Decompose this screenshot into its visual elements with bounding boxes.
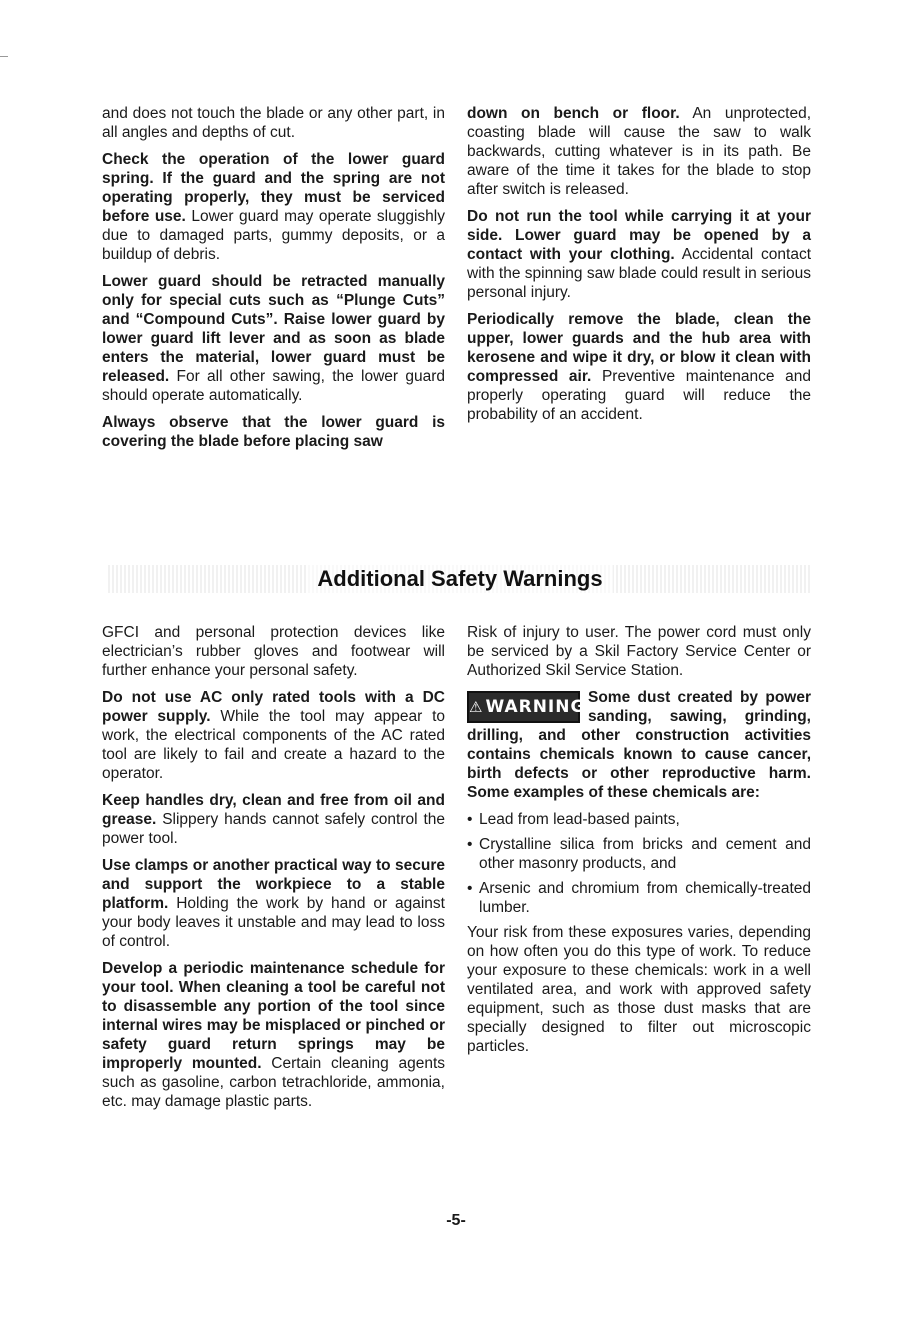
paragraph — [102, 413, 445, 451]
paragraph: GFCI and personal protection devices like electrician’s rubber gloves and footwear will further enhance your personal safety. — [102, 624, 445, 679]
paragraph: Lower guard should be retracted manually only for special cuts such as “Plunge Cuts” and “Compound Cuts”. Raise lower guard by lower guard lift lever and as soon as blade enters the material, lower guard must be released. For all other sawing, the lower guard should operate automatically. — [102, 273, 445, 404]
paragraph: Risk of injury to user. The power cord must only be serviced by a Skil Factory Service Center or Authorized Skil Service Station. — [467, 624, 811, 679]
bold-lead: Periodically remove the blade, clean the upper, lower guards and the hub area with kerosene and wipe it dry, or blow it clean with compressed air. — [467, 311, 811, 385]
section-banner — [108, 565, 812, 593]
bold-lead: Some dust created by power sanding, sawing, grinding, drilling, and other construction activities contains chemicals known to cause cancer, birth defects or other reproductive harm. Some examples of these chemicals are: — [467, 689, 811, 801]
left-column-bottom — [102, 623, 445, 1119]
list-item: • Lead from lead-based paints, — [467, 810, 811, 829]
right-column-bottom — [467, 623, 811, 1064]
page-number: -5- — [446, 1212, 466, 1229]
list-item: • Crystalline silica from bricks and cement and other masonry products, and — [467, 835, 811, 873]
bold-lead: Check the operation of the lower guard spring. If the guard and the spring are not operating properly, they must be serviced before use. — [102, 151, 445, 225]
section-title: Additional Safety Warnings — [307, 565, 612, 593]
left-column-top — [102, 104, 445, 459]
paragraph: Develop a periodic maintenance schedule for your tool. When cleaning a tool be careful not to disassemble any portion of the tool since internal wires may be misplaced or pinched or safety guard return springs may be improperly mounted. Certain cleaning agents such as gasoline, carbon tetrachloride, ammonia, etc. may damage plastic parts. — [102, 960, 445, 1110]
warning-badge — [467, 691, 586, 723]
list-item: • Arsenic and chromium from chemically-treated lumber. — [467, 879, 811, 917]
paragraph: Your risk from these exposures varies, depending on how often you do this type of work. To reduce your exposure to these chemicals: work in a well ventilated area, and work with approved safety equipment, such as those dust masks that are specially designed to filter out microscopic particles. — [467, 924, 811, 1055]
paragraph: Periodically remove the blade, clean the upper, lower guards and the hub area with kerosene and wipe it dry, or blow it clean with compressed air. Preventive maintenance and properly operating guard will reduce the probability of an accident. — [467, 311, 811, 423]
bold-lead: Develop a periodic maintenance schedule for your tool. When cleaning a tool be careful not to disassemble any portion of the tool since internal wires may be misplaced or pinched or safety guard return springs may be improperly mounted. — [102, 960, 445, 1072]
bold-lead: Lower guard should be retracted manually only for special cuts such as “Plunge Cuts” and “Compound Cuts”. Raise lower guard by lower guard lift lever and as soon as blade enters the material, lower guard must be released. — [102, 273, 445, 385]
warning-paragraph — [467, 688, 811, 802]
bold-lead: Use clamps or another practical way to secure and support the workpiece to a stable platform. — [102, 857, 445, 912]
right-column-top — [467, 104, 811, 432]
paragraph: and does not touch the blade or any other part, in all angles and depths of cut. — [102, 105, 445, 141]
warning-triangle-icon: ⚠ — [469, 698, 484, 716]
crop-mark — [0, 56, 8, 57]
paragraph: Use clamps or another practical way to secure and support the workpiece to a stable platform. Holding the work by hand or against your body leaves it unstable and may lead to loss of control. — [102, 857, 445, 950]
bold-lead: down on bench or floor. — [467, 105, 680, 122]
paragraph: Check the operation of the lower guard spring. If the guard and the spring are not operating properly, they must be serviced before use. Lower guard may operate sluggishly due to damaged parts, gummy deposits, or a buildup of debris. — [102, 151, 445, 263]
bold-lead: Always observe that the lower guard is covering the blade before placing saw — [102, 414, 445, 450]
chemical-list — [467, 810, 811, 917]
paragraph: Keep handles dry, clean and free from oil and grease. Slippery hands cannot safely control the power tool. — [102, 792, 445, 847]
bold-lead: Do not use AC only rated tools with a DC power supply. — [102, 689, 445, 725]
paragraph: Do not run the tool while carrying it at your side. Lower guard may be opened by a contact with your clothing. Accidental contact with the spinning saw blade could result in serious personal injury. — [467, 208, 811, 301]
paragraph: Do not use AC only rated tools with a DC power supply. While the tool may appear to work, the electrical components of the AC rated tool are likely to fail and create a hazard to the operator. — [102, 689, 446, 782]
paragraph: down on bench or floor. An unprotected, coasting blade will cause the saw to walk backwards, cutting whatever is in its path. Be aware of the time it takes for the blade to stop after switch is released. — [467, 105, 811, 198]
bold-lead: Do not run the tool while carrying it at your side. Lower guard may be opened by a contact with your clothing. — [467, 208, 811, 263]
warning-label: WARNING — [485, 697, 586, 717]
bold-lead: Keep handles dry, clean and free from oil and grease. — [102, 792, 445, 828]
